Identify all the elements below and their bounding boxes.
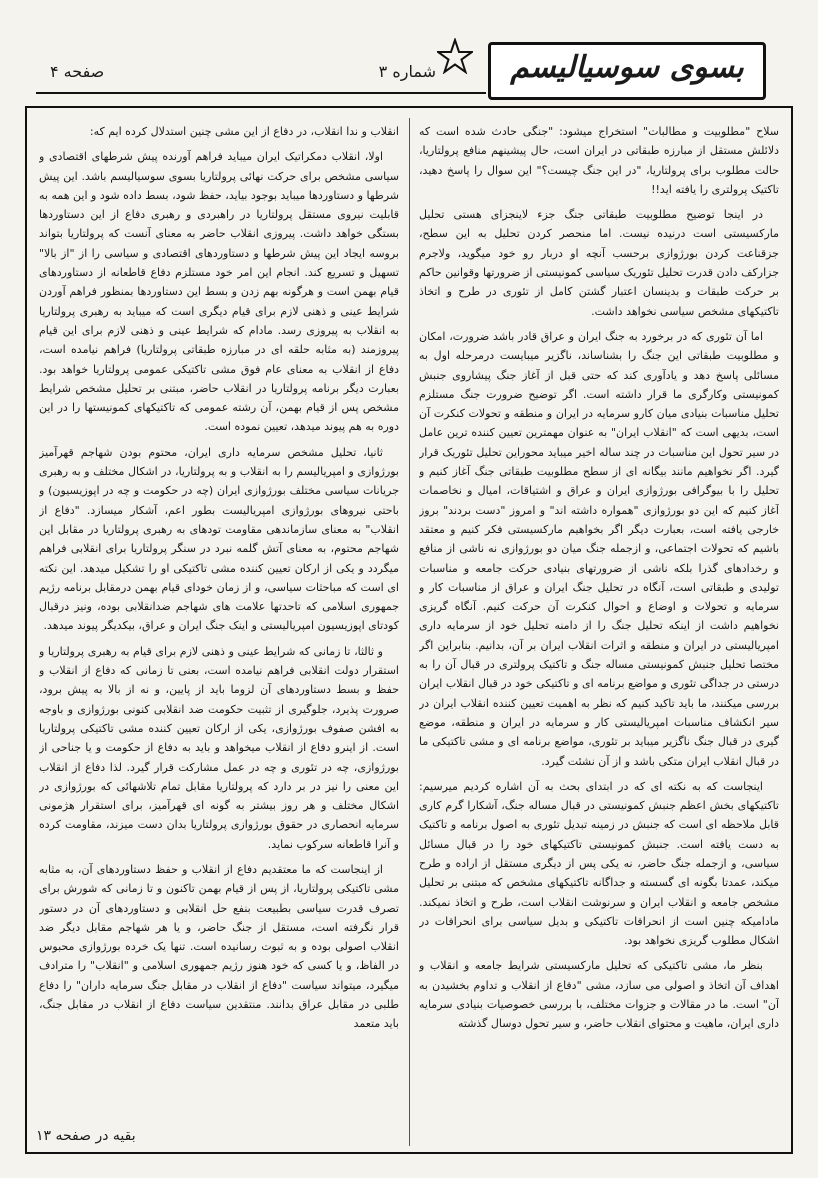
- page-number: صفحه ۴: [50, 62, 105, 81]
- star-icon: [437, 38, 473, 74]
- issue-number: شماره ۳: [378, 62, 436, 81]
- column-divider: [409, 118, 410, 1146]
- paragraph: از اینجاست که ما معتقدیم دفاع از انقلاب و حفظ دستاوردهای آن، به مثابه مشی تاکتیکی پرولتاریا، از پس از قیام بهمن تاکنون و تا زمانی که شورش برای تصرف قدرت سیاسی بطبیعت بنفع حل انقلابی و دستاوردهای آن در دستور قرار نگرفته است، مستقل از جنگ حاضر، و یا هر شهاجم مقابل دیگر ضد انقلاب اصولی بوده و به ثبوت رسانیده است. تنها یک خرده بورژوازی محبوس در الفاظ، و یا کسی که خود هنوز رژیم جمهوری اسلامی و "انقلاب" را مترادف میگیرد، میتواند سیاست "دفاع از انقلاب در مقابل جنگ سرمایه داران" را دفاع طلبی در مقابل عراق بدانند. منتقدین سیاست دفاع از انقلاب در مقابل جنگ، باید متعمد: [39, 862, 399, 1031]
- paragraph: ثانیا، تحلیل مشخص سرمایه داری ایران، محتوم بودن شهاجم قهرآمیز بورژوازی و امپریالیسم را به انقلاب و به پرولتاریا، در اشکال مختلف و به رهبری جریانات سیاسی مختلف بورژوازی ایران (چه در حکومت و چه در اپوزیسیون) و باحتی نیروهای بورژوازی امپریالیست بطور اعم، آشکار میسازد. "دفاع از انقلاب" به معنای سازماندهی مقاومت تودهای به رهبری پرولتاریا در مقابل این شهاجم محتوم، به معنای آتش گلمه نبرد در سنگر پرولتاریا برای انقلابی فراهم میگردد و یکی از ارکان تعیین کننده مشی تاکتیکی او را تشکیل میدهد. این نکته ای است که مباحثات سیاسی، و از زمان خودای قیام بهمن درمقابل برنامه رژیم جمهوری اسلامی که تاحدتها علامت های شهاجم ضدانقلابی بوده، ونیز درقبال کودتای اپوزیسیون امپریالیستی و اینک جنگ ایران و عراق، بیکدیگر پیوند میدهد.: [39, 445, 399, 633]
- paragraph: سلاح "مطلوبیت و مطالبات" استخراج میشود: "جنگی حادث شده است که دلائلش مستقل از مبارزه طبقاتی در ایران است، حال پیشینهم منافع پرولتاریا، حالت مطلوب برای پرولتاریا، "در این جنگ چیست؟" این سوال را پاسخ دهید، تاکتیک پرولتری را یافته اید!!: [419, 125, 779, 196]
- paragraph: در اینجا توضیح مطلوبیت طبقاتی جنگ جزء لاینجزای هستی تحلیل مارکسیستی است درنیده نیست. اما منحصر کردن تحلیل به این سطح، جزقناعت کردن بورژوازی برحسب آنچه او دربار رو خود میگوید، ولاجرم جزارکف دادن قدرت تحلیل تئوریک سیاسی کمونیستی از ضرورتها وقوانین حاکم بر حرکت طبقات و بدینسان اعتبار گشتن کامل از تئوری در طرح و اتخاذ تاکتیکهای مشخص سیاسی نخواهد داشت.: [419, 208, 779, 318]
- masthead: [0, 0, 818, 110]
- paragraph: انقلاب و ندا انقلاب، در دفاع از این مشی چنین استدلال کرده ایم که:: [89, 125, 399, 138]
- continued-on-page: بقیه در صفحه ۱۳: [36, 1128, 136, 1144]
- article-frame: [25, 106, 793, 1154]
- paragraph: بنظر ما، مشی تاکتیکی که تحلیل مارکسیستی شرایط جامعه و انقلاب و اهداف آن اتخاذ و اصولی می سازد، مشی "دفاع از انقلاب و تداوم بخشیدن به آن" است. ما در مقالات و جزوات مختلف، با بررسی خصوصیات بنیادی سرمایه داری ایران، ماهیت و محتوای انقلاب حاضر، و سیر تحول دوسال گذشته: [419, 959, 779, 1031]
- paragraph: اینجاست که به نکته ای که در ابتدای بحث به آن اشاره کردیم میرسیم: تاکتیکهای بخش اعظم جنبش کمونیستی در قبال مساله جنگ، آشکارا گرم کاری قابل ملاحظه ای است که جنبش در زمینه تبدیل تئوری به اصول برنامه و تاکتیک به دست یافته است. جنبش کمونیستی تاکتیکهای خود را در قبال مسائل سیاسی، و ازجمله جنگ حاضر، نه یکی پس از دیگری مستقل از اراده و طرح میکند، عمدتا بگونه ای گسسته و جداگانه تاکتیکهای مشخص که مبتنی بر تحلیل مشخص جامعه و انقلاب ایران و سرنوشت انقلاب است، طرح و اتخاذ نمیکند. مادامیکه چنین است از انحرافات تاکتیکی و بدیل سیاسی برای انحرافات در اشکال مطلوب گریزی نخواهد بود.: [419, 779, 779, 948]
- paragraph: اولا، انقلاب دمکراتیک ایران میباید فراهم آورنده پیش شرطهای اقتصادی و سیاسی مشخص برای حرکت نهائی پرولتاریا بسوی سوسیالیسم باشد. این پیش شرطها و دستاوردها میباید بوجود بیاید، حفظ شود، بسط داده شود و این همه به قابلیت نیروی مستقل پرولتاریا در راهبردی و رهبری دفاع از این دستاوردها بستگی خواهد داشت. پیروزی انقلاب حاضر به معنای آنست که پرولتاریا بتواند بروسه ایجاد این پیش شرطها و دستاوردهای اقتصادی و سیاسی را از "از بالا" تسهیل و تسریع کند. انجام این امر خود مستلزم دفاع قاطعانه از دستاوردهای قیام بهمن است و هرگونه بهم زدن و بسط این دستاوردها بمنظور فراهم آوردن شرایط عینی و ذهنی لازم برای قیام دیگری است که میباید به رهبری پرولتاریا به انقلاب به پیروزی رسد. مادام که شرایط عینی و ذهنی لازم برای این قیام پیروزمند (به مثابه حلقه ای در مبارزه طبقاتی پرولتاریا) فراهم نیامده است، دفاع از انقلاب به معنای عام فوق مشی تاکتیکی عمومی پرولتاریا خواهد بود. بعبارت دیگر برنامه پرولتاریا در انقلاب حاضر، مبتنی بر تحلیل مشخص شرایط مشخص پس از قیام بهمن، آن رشته عمومی که تاکتیکهای کمونیستها را در این دوره به هم پیوند میدهد، تعیین نموده است.: [39, 150, 399, 434]
- paragraph: اما آن تئوری که در برخورد به جنگ ایران و عراق قادر باشد ضرورت، امکان و مطلوبیت طبقاتی این جنگ را بشناساند، ناگزیر میبایست درمرحله اول به مسائلی پاسخ دهد و یادآوری کند که حتی قبل از آغاز جنگ پیشاروی جنبش کمونیستی وکارگری ما قرار داشته است. اگر توضیح ضرورت جنگ مستلزم تحلیل مناسبات بنیادی میان کارو سرمایه در ایران و منطقه و تحولات کنکرت آن است، بدیهی است که "انقلاب ایران" به عنوان مهمترین تعیین کننده ترین عامل در سیر تحول این مناسبات در چند ساله اخیر میباید محوراین تحلیل تئوریک قرار گیرد. اگر نخواهیم مانند بیگانه ای از سطح مطلوبیت طبقاتی جنگ آغاز کنیم و تحلیل را با بیوگرافی بورژوازی ایران و عراق و اشتیاقات، امیال و نخاصمات آغاز کنیم که این دو بورژوازی "همواره داشته اند" و امروز "دست بردند" بروز خارجی یافته است، بعبارت دیگر اگر بخواهیم مارکسیستی فکر کنیم و معتقد باشیم که تحولات اجتماعی، و ازجمله جنگ میان دو بورژوازی نه ناشی از منافع و رخدادهای گذرا بلکه ناشی از ضرورتهای بنیادی حرکت جامعه و مناسبات تولیدی و طبقاتی است، آنگاه در تحلیل جنگ ایران و عراق از مناسبات کار و سرمایه و تحولات و اوضاع و احوال کنکرت آن حرکت کنیم. آنگاه گریزی نخواهیم داشت از اینکه تحلیل جنگ را از دامنه تحلیل خود از سرمایه داری امپریالیستی در ایران و منطقه و اثرات انقلاب ایران بر آن، بدانیم. بنابراین اگر مختصا تحلیل جنبش کمونیستی مساله جنگ و تاکتیک پرولتری در قبال آن را به درستی در جداگی تئوری و مواضع برنامه ای و تاکتیکی خود در قبال انقلاب ایران بررسی میکنند، ما باید تاکید کنیم که نظر به اهمیت تعیین کننده انقلاب ایران در سیر انکشاف مناسبات امپریالیستی کار و سرمایه در ایران و منطقه، موضع گیری در قبال جنگ ناگزیر میباید بر تئوری، مواضع برنامه ای و مشی تاکتیکی ما در قبال انقلاب ایران متکی باشد و از آن نشئت گیرد.: [419, 329, 779, 768]
- masthead-rule: [36, 92, 486, 94]
- left-column: [39, 122, 399, 1142]
- newspaper-logo: بسوی سوسیالیسم: [488, 42, 766, 100]
- right-column: [419, 122, 779, 1142]
- paragraph: و ثالثا، تا زمانی که شرایط عینی و ذهنی لازم برای قیام به رهبری پرولتاریا و استقرار دولت انقلابی فراهم نیامده است، بعنی تا زمانی که دفاع از انقلاب و حفظ و بسط دستاوردهای آن لزوما باید از پایین، و نه از بالا به پیش برود، صرورت پذیرد، جلوگیری از تثبیت حکومت ضد انقلابی کنونی بورژوازی و باوجه به افشن صفوف بورژوازی، یکی از ارکان تعیین کننده مشی تاکتیکی پرولتاریا است. از اینرو دفاع از انقلاب میخواهد و باید به دفاع از حکومت و یا جناحی از بورژوازی، چه در تئوری و چه در عمل مشارکت قرار گیرد. لذا دفاع از انقلاب این معنی را نیز در بر دارد که پرولتاریا مقابل تمام تلاشهائی که بورژوازی در اشکال مختلف و هر روز بیشتر به گونه ای قهرآمیز، برای استقرار هژمونی سرمایه انحصاری در حقوق بورژوازی پرولتاریا بدان دست میزند، مقاومت کرده و آنرا قاطعانه سرکوب نماید.: [39, 644, 399, 851]
